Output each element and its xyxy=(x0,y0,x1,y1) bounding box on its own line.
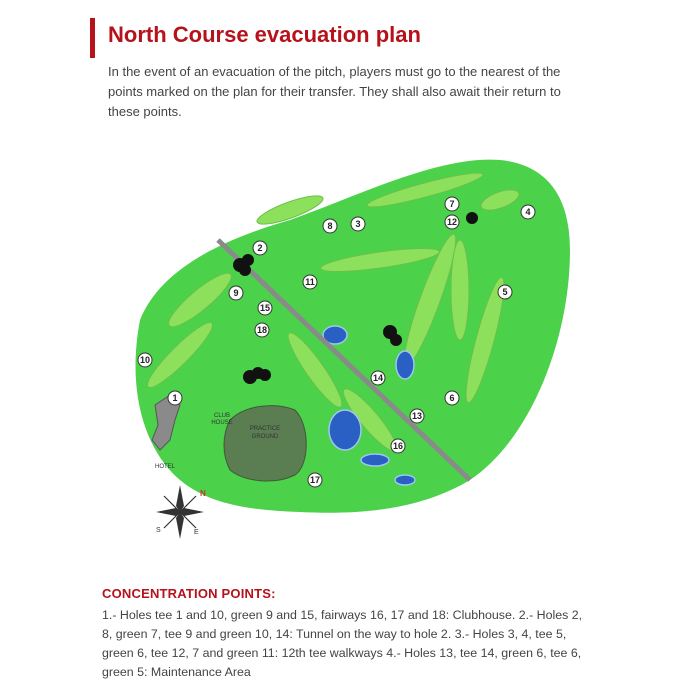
svg-text:2: 2 xyxy=(257,243,263,253)
concentration-points-heading: CONCENTRATION POINTS: xyxy=(102,586,276,601)
title-accent-bar xyxy=(90,18,95,58)
svg-text:1: 1 xyxy=(172,393,178,403)
svg-text:12: 12 xyxy=(446,217,458,227)
compass-rose-icon xyxy=(156,485,206,539)
svg-text:5: 5 xyxy=(502,287,508,297)
concentration-points-text: 1.- Holes tee 1 and 10, green 9 and 15, fairways 16, 17 and 18: Clubhouse. 2.- Holes 2, 8, green 7, tee 9 and green 10, 14: Tunnel on the way to hole 2. 3.- Holes 3, 4, tee 5, green 6, tee 12, 7 and green 11: 12th tee walkways 4.- Holes 13, tee 14, green 6, tee 6, green 5: Maintenance Area xyxy=(102,608,583,679)
hole-marker-18 xyxy=(255,323,269,337)
clubhouse-label-2: HOUSE xyxy=(211,420,233,426)
svg-text:16: 16 xyxy=(392,441,404,451)
svg-text:9: 9 xyxy=(233,288,239,298)
hole-marker-14 xyxy=(371,371,385,385)
compass-north: N xyxy=(200,489,206,498)
hole-marker-5 xyxy=(498,285,512,299)
hole-marker-13 xyxy=(410,409,424,423)
svg-text:11: 11 xyxy=(305,277,315,287)
svg-text:13: 13 xyxy=(411,411,423,421)
svg-text:6: 6 xyxy=(449,393,455,403)
svg-text:17: 17 xyxy=(309,475,321,485)
hole-marker-9 xyxy=(229,286,243,300)
clubhouse-label-1: CLUB xyxy=(213,413,231,419)
svg-text:8: 8 xyxy=(327,221,333,231)
hole-marker-6 xyxy=(445,391,459,405)
practice-ground xyxy=(224,406,306,481)
compass-east: E xyxy=(194,529,199,536)
hole-marker-3 xyxy=(351,217,365,231)
hole-marker-8 xyxy=(323,219,337,233)
hole-marker-11 xyxy=(303,275,317,289)
svg-text:14: 14 xyxy=(372,373,384,383)
svg-text:15: 15 xyxy=(259,303,271,313)
practice-label-1: PRACTICE xyxy=(249,426,281,432)
hole-marker-12 xyxy=(445,215,459,229)
svg-text:3: 3 xyxy=(355,219,361,229)
svg-text:7: 7 xyxy=(449,199,455,209)
hotel-label: HOTEL xyxy=(154,464,176,470)
svg-text:10: 10 xyxy=(139,355,151,365)
hole-marker-2 xyxy=(253,241,267,255)
page-title: North Course evacuation plan xyxy=(108,22,421,47)
hole-marker-15 xyxy=(258,301,272,315)
intro-paragraph: In the event of an evacuation of the pitch, players must go to the nearest of the points marked on the plan for their transfer. They shall also await their return to these points. xyxy=(108,64,561,119)
practice-label-2: GROUND xyxy=(251,434,279,440)
svg-text:4: 4 xyxy=(525,207,531,217)
hole-marker-7 xyxy=(445,197,459,211)
hole-marker-16 xyxy=(391,439,405,453)
svg-text:18: 18 xyxy=(256,325,268,335)
hole-marker-4 xyxy=(521,205,535,219)
course-map xyxy=(100,140,620,550)
hole-marker-1 xyxy=(168,391,182,405)
hole-marker-17 xyxy=(308,473,322,487)
hole-marker-10 xyxy=(138,353,152,367)
compass-south: S xyxy=(156,527,161,534)
